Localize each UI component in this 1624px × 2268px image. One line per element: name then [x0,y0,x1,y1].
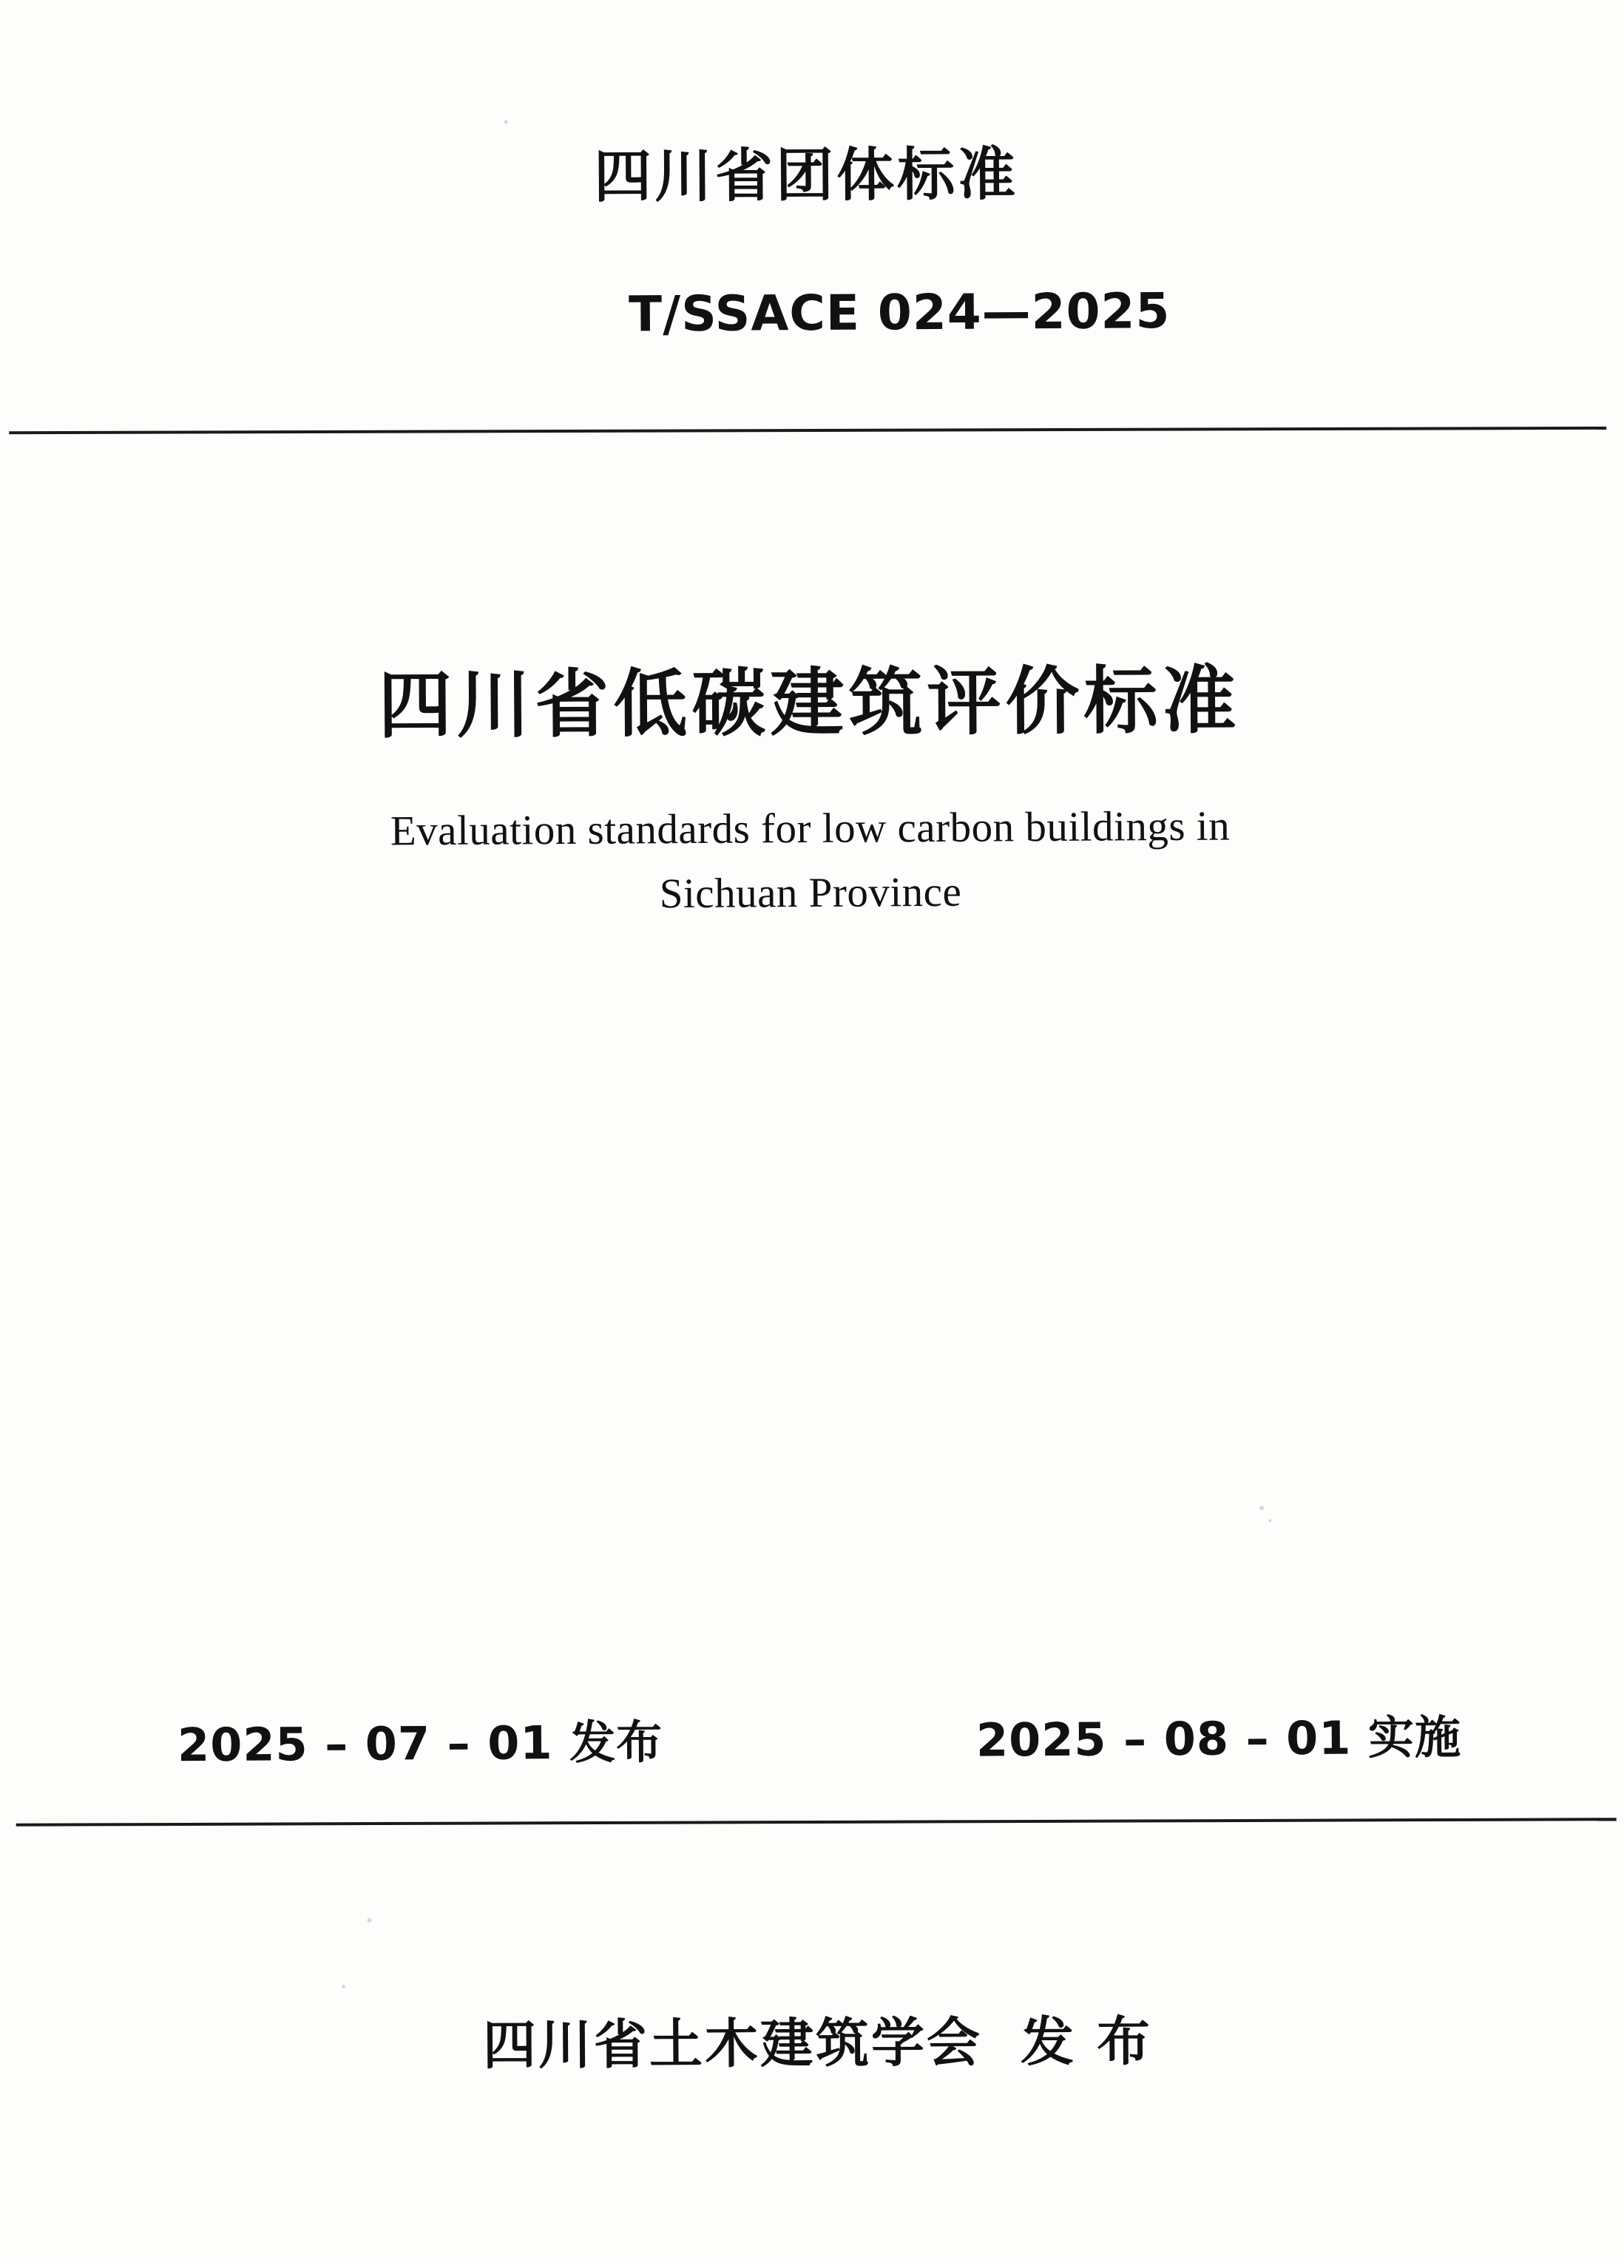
effective-date: 2025 – 08 – 01 实施 [976,1701,1462,1770]
standard-code: T/SSACE 024—2025 [0,280,1619,346]
issue-date: 2025 – 07 – 01 发布 [177,1705,663,1774]
document-title-english [0,797,1623,924]
scan-speckle [504,120,508,123]
scan-speckle [342,1985,345,1988]
publisher-action: 发 布 [1021,2010,1153,2073]
footer-divider-rule [16,1818,1617,1827]
scan-speckle [1259,1506,1264,1510]
header-divider-rule [9,427,1606,434]
document-title-english-line1: Evaluation standards for low carbon buildings in [390,803,1231,855]
scan-speckle [1268,1519,1271,1522]
document-title-english-line2: Sichuan Province [0,862,1623,925]
publisher-line [5,1995,1624,2082]
date-row [4,1699,1624,1775]
standard-series-title: 四川省团体标准 [0,124,1618,217]
scan-speckle [367,1918,371,1923]
document-title-chinese: 四川省低碳建筑评价标准 [0,638,1622,754]
publisher-name: 四川省土木建筑学会 [483,2011,983,2076]
